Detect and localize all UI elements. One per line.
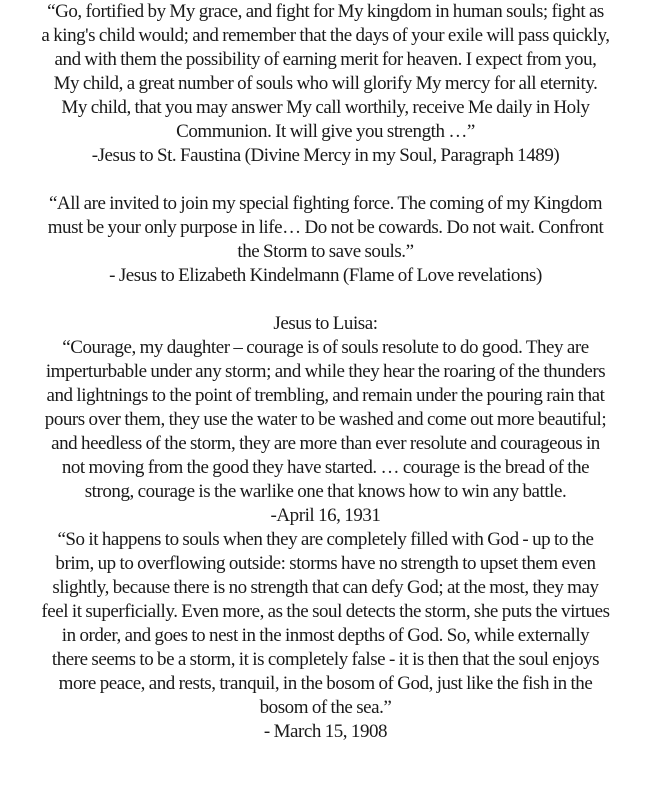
quote-line: “All are invited to join my special fighting force. The coming of my Kingdom: [48, 193, 603, 214]
quote-line: and lightnings to the point of trembling, and remain under the pouring rain that: [46, 385, 605, 406]
quote-line: “Go, fortified by My grace, and fight for My kingdom in human souls; fight as: [47, 1, 604, 22]
quote-line: and with them the possibility of earning merit for heaven. I expect from you,: [54, 49, 597, 70]
quote-line: My child, that you may answer My call worthily, receive Me daily in Holy: [61, 97, 590, 118]
quote-kindelmann: [0, 192, 651, 288]
quote-line: “So it happens to souls when they are completely filled with God - up to the: [57, 529, 594, 550]
quote-line: feel it superficially. Even more, as the soul detects the storm, she puts the virtues: [41, 601, 610, 622]
quote-line: slightly, because there is no strength that can defy God; at the most, they may: [52, 577, 599, 598]
section-heading: Jesus to Luisa:: [273, 313, 378, 334]
quote-luisa-1931: [0, 336, 651, 528]
quote-line: “Courage, my daughter – courage is of souls resolute to do good. They are: [62, 337, 589, 358]
quote-line: more peace, and rests, tranquil, in the bosom of God, just like the fish in the: [58, 673, 593, 694]
spacer: [0, 288, 651, 312]
quote-line: Communion. It will give you strength …”: [176, 121, 475, 142]
quote-line: in order, and goes to nest in the inmost depths of God. So, while externally: [61, 625, 590, 646]
quote-line: not moving from the good they have started. … courage is the bread of the: [61, 457, 590, 478]
quote-line: the Storm to save souls.”: [237, 241, 414, 262]
quote-faustina: [0, 0, 651, 168]
quote-line: and heedless of the storm, they are more than ever resolute and courageous in: [51, 433, 600, 454]
quote-line: imperturbable under any storm; and while they hear the roaring of the thunders: [45, 361, 606, 382]
quote-line: must be your only purpose in life… Do not be cowards. Do not wait. Confront: [47, 217, 604, 238]
quote-attribution: -Jesus to St. Faustina (Divine Mercy in my Soul, Paragraph 1489): [91, 145, 560, 166]
quote-line: My child, a great number of souls who will glorify My mercy for all eternity.: [53, 73, 598, 94]
quote-line: a king's child would; and remember that the days of your exile will pass quickly,: [41, 25, 610, 46]
luisa-section: [0, 312, 651, 744]
quote-luisa-1908: [0, 528, 651, 744]
quote-line: strong, courage is the warlike one that knows how to win any battle.: [84, 481, 567, 502]
quote-line: brim, up to overflowing outside: storms have no strength to upset them even: [55, 553, 596, 574]
quote-line: bosom of the sea.”: [259, 697, 392, 718]
quote-line: there seems to be a storm, it is completely false - it is then that the soul enjoys: [51, 649, 600, 670]
quote-line: pours over them, they use the water to be washed and come out more beautiful;: [44, 409, 607, 430]
quote-attribution: - Jesus to Elizabeth Kindelmann (Flame of Love revelations): [109, 265, 542, 286]
quote-date: - March 15, 1908: [263, 721, 388, 742]
spacer: [0, 168, 651, 192]
quote-date: -April 16, 1931: [270, 505, 381, 526]
